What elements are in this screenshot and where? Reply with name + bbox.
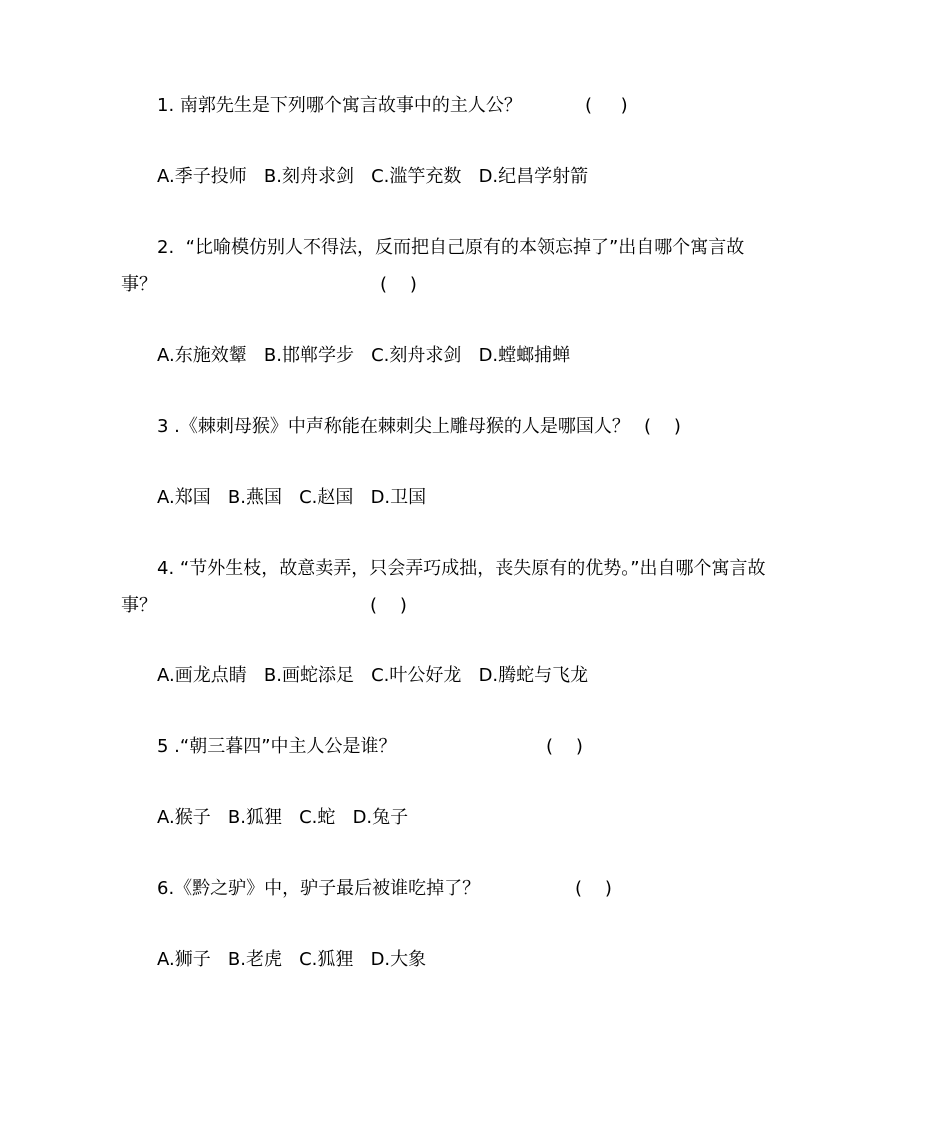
question-2-answer-blank: ( ) <box>380 274 417 295</box>
question-6-answer-blank: ( ) <box>575 878 612 899</box>
question-3-options: A.郑国 B.燕国 C.赵国 D.卫国 <box>157 487 427 508</box>
question-5-options: A.猴子 B.狐狸 C.蛇 D.兔子 <box>157 807 409 828</box>
question-1-options: A.季子投师 B.刻舟求剑 C.滥竽充数 D.纪昌学射箭 <box>157 166 589 187</box>
question-4-text-continued: 事？ <box>121 595 157 616</box>
question-4-text: 4. “节外生枝，故意卖弄，只会弄巧成拙，丧失原有的优势。”出自哪个寓言故 <box>157 558 766 579</box>
question-2-text: 2. “比喻模仿别人不得法，反而把自己原有的本领忘掉了”出自哪个寓言故 <box>157 237 745 258</box>
question-4-options: A.画龙点睛 B.画蛇添足 C.叶公好龙 D.腾蛇与飞龙 <box>157 665 589 686</box>
question-5-text: 5 .“朝三暮四”中主人公是谁？ <box>157 736 397 757</box>
question-1-text: 1. 南郭先生是下列哪个寓言故事中的主人公？ <box>157 95 522 116</box>
question-6-text: 6.《黔之驴》中，驴子最后被谁吃掉了？ <box>157 878 481 899</box>
question-6-options: A.狮子 B.老虎 C.狐狸 D.大象 <box>157 949 427 970</box>
question-5-answer-blank: ( ) <box>546 736 583 757</box>
question-4-answer-blank: ( ) <box>370 595 407 616</box>
question-1-answer-blank: ( ) <box>585 95 628 116</box>
question-3-answer-blank: ( ) <box>644 416 681 437</box>
question-3-text: 3 .《棘刺母猴》中声称能在棘刺尖上雕母猴的人是哪国人？ <box>157 416 630 437</box>
question-2-text-continued: 事？ <box>121 274 157 295</box>
question-2-options: A.东施效颦 B.邯郸学步 C.刻舟求剑 D.螳螂捕蝉 <box>157 345 571 366</box>
